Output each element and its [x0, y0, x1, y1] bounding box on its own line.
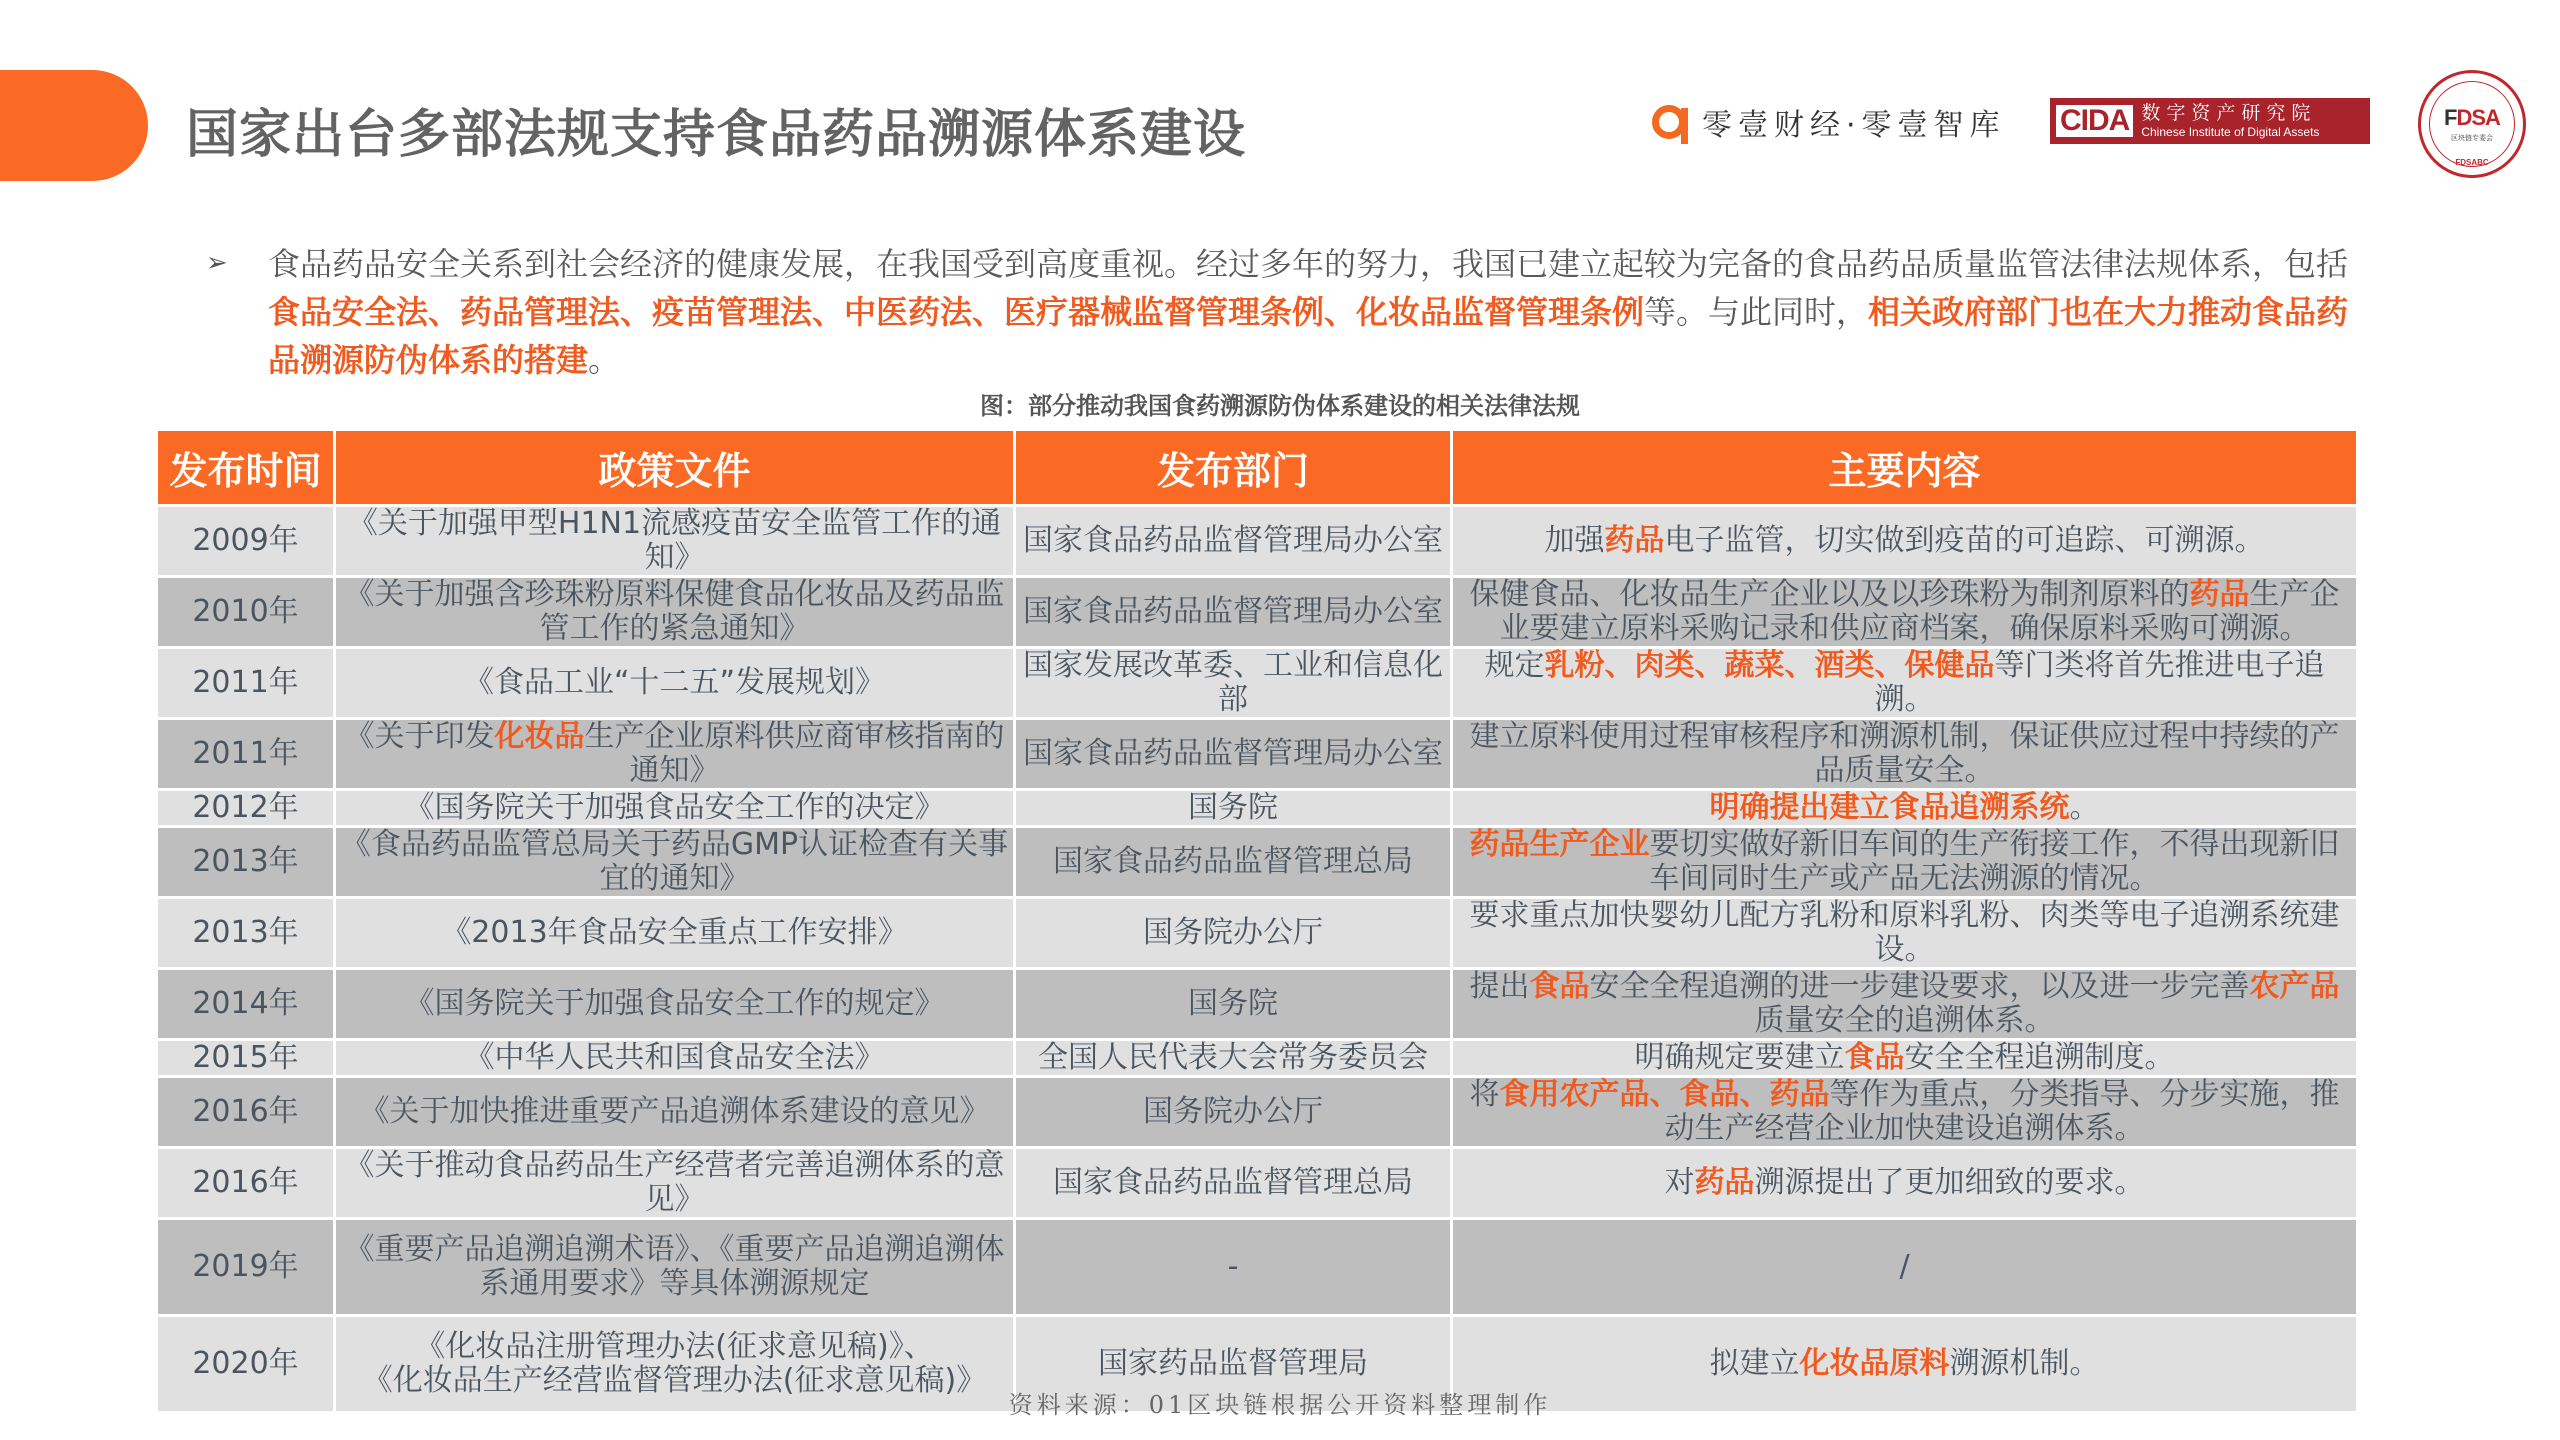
- cell-year: 2019年: [158, 1220, 333, 1314]
- fdsa-logo-abbr: FDSA: [2444, 105, 2500, 130]
- bullet-arrow-icon: ➢: [206, 248, 228, 278]
- cell-department: 国家食品药品监督管理局办公室: [1016, 578, 1450, 646]
- table-row: [158, 791, 2356, 825]
- cell-year: 2009年: [158, 507, 333, 575]
- fdsa-logo-sub: 区块链专委会: [2451, 134, 2493, 142]
- header-year: 发布时间: [158, 431, 333, 504]
- page-title: 国家出台多部法规支持食品药品溯源体系建设: [186, 105, 1247, 165]
- cell-text: 对: [1664, 1165, 1695, 1200]
- cell-department: 国务院: [1016, 791, 1450, 825]
- cell-text: 《2013年食品安全重点工作安排》: [441, 915, 908, 950]
- title-accent-tab: [0, 70, 148, 181]
- cell-year: 2011年: [158, 649, 333, 717]
- cell-content: [1453, 1041, 2356, 1075]
- cell-text: 生产企业要建立原料采购记录和供应商档案，确保原料采购可溯源。: [1499, 577, 2340, 646]
- cell-year: 2016年: [158, 1078, 333, 1146]
- cell-text: 质量安全的追溯体系。: [1754, 1003, 2055, 1038]
- cell-text: 。: [2069, 790, 2100, 825]
- table-row: [158, 720, 2356, 788]
- cell-department: 国家食品药品监督管理总局: [1016, 828, 1450, 896]
- cell-content: [1453, 970, 2356, 1038]
- table-row: [158, 649, 2356, 717]
- cell-content: [1453, 1220, 2356, 1314]
- header-department: 发布部门: [1016, 431, 1450, 504]
- cell-year: 2011年: [158, 720, 333, 788]
- cell-year: 2013年: [158, 899, 333, 967]
- cell-text: 《食品工业“十二五”发展规划》: [463, 665, 886, 700]
- cell-text: 《关于加强含珍珠粉原料保健食品化妆品及药品监管工作的紧急通知》: [344, 577, 1005, 646]
- cell-document: [336, 791, 1013, 825]
- highlight-text: 明确提出建立食品追溯系统: [1709, 790, 2070, 825]
- cell-document: [336, 720, 1013, 788]
- cell-text: 《关于推动食品药品生产经营者完善追溯体系的意见》: [344, 1148, 1005, 1217]
- cell-text: 将: [1469, 1077, 1500, 1112]
- cell-document: [336, 1149, 1013, 1217]
- table-row: [158, 828, 2356, 896]
- table-row: [158, 578, 2356, 646]
- cida-logo-abbr: CIDA: [2056, 105, 2133, 137]
- highlight-text: 食品: [1529, 969, 1590, 1004]
- cell-text: 《关于加强甲型H1N1流感疫苗安全监管工作的通知》: [347, 506, 1002, 575]
- cell-text: 加强: [1544, 523, 1605, 558]
- cell-text: 等门类将首先推进电子追溯。: [1874, 648, 2325, 717]
- lingyi-logo: [1652, 100, 2006, 144]
- cell-department: 国家食品药品监督管理总局: [1016, 1149, 1450, 1217]
- fdsa-logo-ring-text: ·FDSABC·: [2452, 158, 2492, 167]
- cell-text: 提出: [1469, 969, 1530, 1004]
- cell-text: 溯源机制。: [1949, 1346, 2100, 1381]
- cell-text: 等作为重点，分类指导、分步实施，推动生产经营企业加快建设追溯体系。: [1664, 1077, 2340, 1146]
- table-row: [158, 507, 2356, 575]
- highlight-text: 药品: [2189, 577, 2250, 612]
- table-row: [158, 1220, 2356, 1314]
- cell-text: 《重要产品追溯追溯术语》、《重要产品追溯追溯体系通用要求》等具体溯源规定: [344, 1232, 1005, 1301]
- cell-text: 安全全程追溯的进一步建设要求，以及进一步完善: [1589, 969, 2250, 1004]
- intro-text: 食品药品安全关系到社会经济的健康发展，在我国受到高度重视。经过多年的努力，我国已建立起较为完备的食品药品质量监管法律法规体系，包括: [268, 245, 2349, 283]
- cell-text: /: [1899, 1249, 1910, 1284]
- intro-text: 。: [588, 341, 621, 379]
- cell-department: 国家食品药品监督管理局办公室: [1016, 507, 1450, 575]
- cell-text: 《国务院关于加强食品安全工作的规定》: [404, 986, 945, 1021]
- cell-content: [1453, 507, 2356, 575]
- cell-text: 电子监管，切实做到疫苗的可追踪、可溯源。: [1664, 523, 2265, 558]
- cell-text: 《化妆品生产经营监督管理办法(征求意见稿)》: [362, 1363, 987, 1398]
- highlight-text: 乳粉、肉类、蔬菜、酒类、保健品: [1544, 648, 1995, 683]
- cell-department: 国务院办公厅: [1016, 1078, 1450, 1146]
- highlight-text: 药品生产企业: [1469, 827, 1650, 862]
- table-row: [158, 899, 2356, 967]
- cell-document: [336, 1041, 1013, 1075]
- cell-text: 规定: [1484, 648, 1545, 683]
- cell-content: [1453, 649, 2356, 717]
- cell-text: 《中华人民共和国食品安全法》: [464, 1040, 885, 1075]
- cell-text: 《关于加快推进重要产品追溯体系建设的意见》: [359, 1094, 990, 1129]
- cell-year: 2020年: [158, 1317, 333, 1411]
- cell-year: 2013年: [158, 828, 333, 896]
- cell-department: 国家药品监督管理局: [1016, 1317, 1450, 1411]
- table-row: [158, 1078, 2356, 1146]
- cell-text: 《食品药品监管总局关于药品GMP认证检查有关事宜的通知》: [340, 827, 1009, 896]
- cell-text: 要切实做好新旧车间的生产衔接工作，不得出现新旧车间同时生产或产品无法溯源的情况。: [1649, 827, 2340, 896]
- highlight-text: 化妆品原料: [1799, 1346, 1950, 1381]
- table-caption: 图：部分推动我国食药溯源防伪体系建设的相关法律法规: [980, 392, 1580, 420]
- cell-year: 2015年: [158, 1041, 333, 1075]
- cell-year: 2010年: [158, 578, 333, 646]
- cell-year: 2012年: [158, 791, 333, 825]
- cell-content: [1453, 791, 2356, 825]
- intro-highlight: 食品安全法、药品管理法、疫苗管理法、中医药法、医疗器械监督管理条例、化妆品监督管理条例: [268, 293, 1645, 331]
- cida-logo-en: Chinese Institute of Digital Assets: [2141, 125, 2320, 139]
- cell-content: [1453, 720, 2356, 788]
- cell-document: [336, 1078, 1013, 1146]
- cell-text: 《化妆品注册管理办法(征求意见稿)》、: [415, 1329, 934, 1364]
- cell-document: [336, 649, 1013, 717]
- intro-highlight: 相关政府部门也在大力推动食品药品溯源防伪体系的搭建: [268, 293, 2349, 379]
- cell-year: 2016年: [158, 1149, 333, 1217]
- policy-table: [155, 428, 2359, 1414]
- cell-text: 拟建立: [1709, 1346, 1800, 1381]
- cell-text: 明确规定要建立: [1634, 1040, 1845, 1075]
- cida-logo-cn: 数字资产研究院: [2141, 102, 2317, 124]
- table-row: [158, 970, 2356, 1038]
- cell-text: 生产企业原料供应商审核指南的通知》: [584, 719, 1005, 788]
- source-note: 资料来源：01区块链根据公开资料整理制作: [1008, 1391, 1552, 1419]
- cida-logo: [2050, 98, 2370, 144]
- cell-department: 国务院办公厅: [1016, 899, 1450, 967]
- cell-document: [336, 507, 1013, 575]
- cell-document: [336, 899, 1013, 967]
- cell-department: 国家食品药品监督管理局办公室: [1016, 720, 1450, 788]
- table-row: [158, 1041, 2356, 1075]
- cell-department: 全国人民代表大会常务委员会: [1016, 1041, 1450, 1075]
- header-document: 政策文件: [336, 431, 1013, 504]
- cell-content: [1453, 1149, 2356, 1217]
- highlight-text: 食用农产品、食品、药品: [1499, 1077, 1830, 1112]
- highlight-text: 药品: [1694, 1165, 1755, 1200]
- cell-document: [336, 970, 1013, 1038]
- lingyi-logo-text: 零壹财经·零壹智库: [1702, 108, 2006, 143]
- intro-text: 等。与此同时，: [1644, 293, 1869, 331]
- highlight-text: 食品: [1844, 1040, 1905, 1075]
- cell-document: [336, 828, 1013, 896]
- cell-content: [1453, 578, 2356, 646]
- cell-text: 溯源提出了更加细致的要求。: [1754, 1165, 2145, 1200]
- highlight-text: 化妆品: [494, 719, 585, 754]
- cell-content: [1453, 899, 2356, 967]
- cell-department: 国家发展改革委、工业和信息化部: [1016, 649, 1450, 717]
- intro-paragraph: [268, 240, 2358, 384]
- cell-text: 《国务院关于加强食品安全工作的决定》: [404, 790, 945, 825]
- highlight-text: 农产品: [2249, 969, 2340, 1004]
- cell-department: -: [1016, 1220, 1450, 1314]
- cell-text: 安全全程追溯制度。: [1904, 1040, 2175, 1075]
- table-header-row: [158, 431, 2356, 504]
- cell-text: 要求重点加快婴幼儿配方乳粉和原料乳粉、肉类等电子追溯系统建设。: [1469, 898, 2340, 967]
- cell-document: [336, 578, 1013, 646]
- cell-content: [1453, 1078, 2356, 1146]
- table-row: [158, 1149, 2356, 1217]
- lingyi-logo-icon: [1652, 105, 1686, 139]
- cell-text: 建立原料使用过程审核程序和溯源机制，保证供应过程中持续的产品质量安全。: [1469, 719, 2340, 788]
- highlight-text: 药品: [1604, 523, 1665, 558]
- cell-document: [336, 1220, 1013, 1314]
- header-content: 主要内容: [1453, 431, 2356, 504]
- cell-content: [1453, 828, 2356, 896]
- cell-department: 国务院: [1016, 970, 1450, 1038]
- cell-year: 2014年: [158, 970, 333, 1038]
- cell-text: 《关于印发: [344, 719, 495, 754]
- fdsa-seal-logo: [2418, 70, 2526, 178]
- cell-text: 保健食品、化妆品生产企业以及以珍珠粉为制剂原料的: [1469, 577, 2190, 612]
